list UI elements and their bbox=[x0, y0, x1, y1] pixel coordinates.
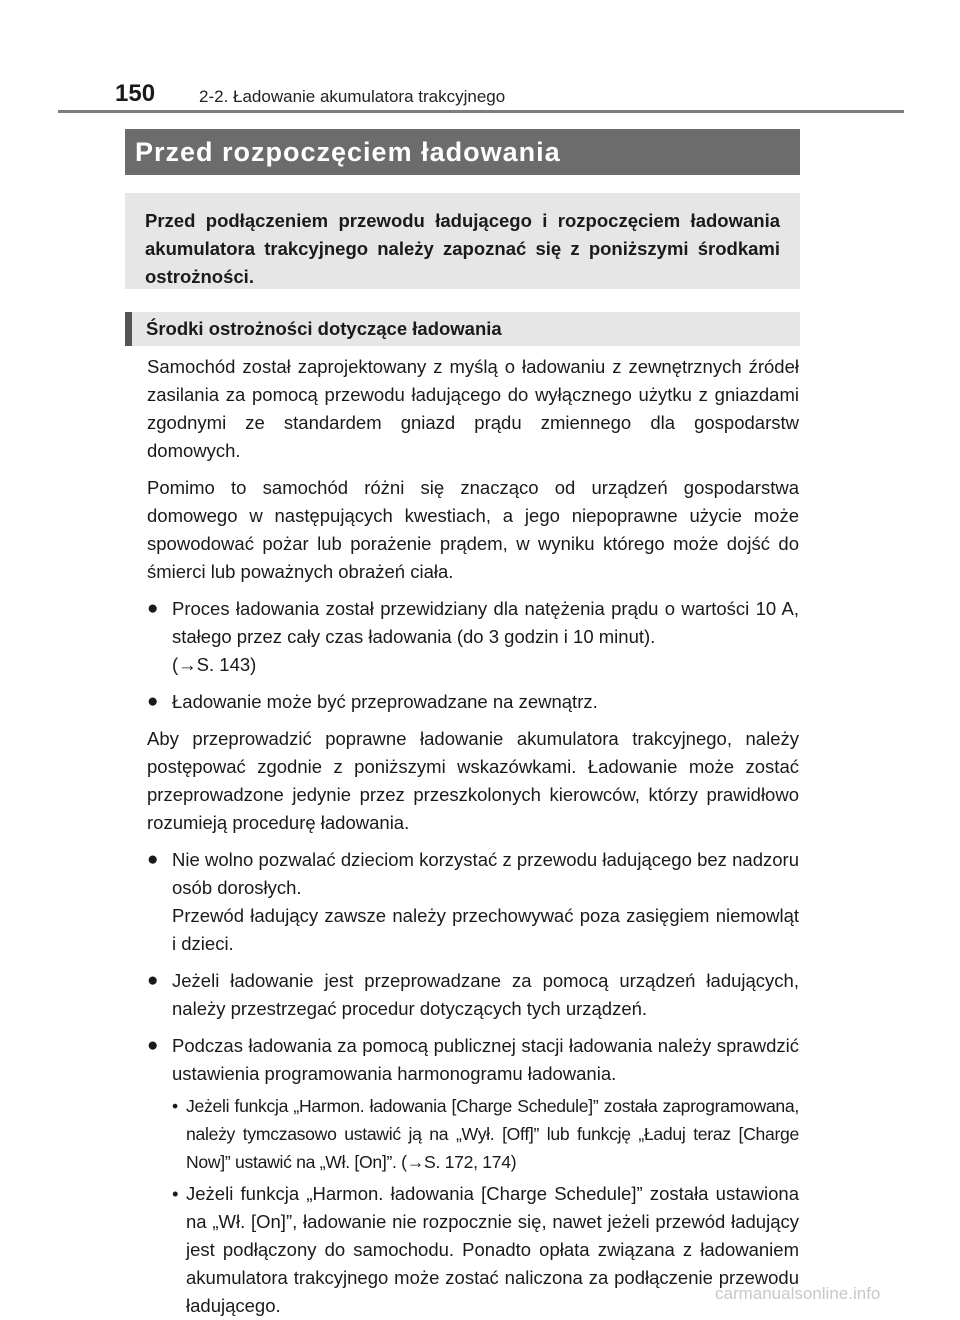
sub-bullet-icon: • bbox=[172, 1096, 178, 1116]
bullet-text: Nie wolno pozwalać dzieciom korzystać z przewodu ładującego bez nadzoru osób dorosłych. bbox=[172, 849, 799, 898]
bullet-item bbox=[147, 967, 799, 1023]
watermark: carmanualsonline.info bbox=[715, 1284, 881, 1303]
section-heading: Środki ostrożności dotyczące ładowania bbox=[125, 312, 800, 346]
sub-bullet-item bbox=[147, 1180, 799, 1320]
page-title: Przed rozpoczęciem ładowania bbox=[125, 129, 800, 175]
bullet-continuation: Przewód ładujący zawsze należy przechowywać poza zasięgiem niemowląt i dzieci. bbox=[172, 905, 799, 954]
paragraph-3: Aby przeprowadzić poprawne ładowanie akumulatora trakcyjnego, należy postępować zgodnie z poniższymi wskazówkami. Ładowanie może zostać przeprowadzone jedynie przez przeszkolonych kierowców, którzy prawidłowo rozumieją procedurę ładowania. bbox=[147, 728, 799, 833]
bullet-icon: ● bbox=[147, 970, 159, 991]
body-content bbox=[147, 353, 799, 1320]
bullet-text: Ładowanie może być przeprowadzane na zewnątrz. bbox=[172, 691, 598, 712]
bullet-icon: ● bbox=[147, 691, 159, 712]
bullet-item bbox=[147, 595, 799, 679]
page-number: 150 bbox=[115, 80, 156, 107]
sub-bullet-icon: • bbox=[172, 1183, 179, 1204]
intro-box bbox=[125, 193, 800, 289]
paragraph-1: Samochód został zaprojektowany z myślą o ładowaniu z zewnętrznych źródeł zasilania za pomocą przewodu ładującego do wyłącznego użytku z gniazdami zgodnymi ze standardem gniazd prądu zmiennego dla gospodarstw domowych. bbox=[147, 356, 799, 461]
sub-bullet-text: Jeżeli funkcja „Harmon. ładowania [Charge Schedule]” została zaprogramowana, należy tymczasowo ustawić ją na „Wył. [Off]” lub funkcję „Ładuj teraz [Charge Now]” ustawić na „Wł. [On]”. (→S. 172, 174) bbox=[186, 1096, 799, 1172]
intro-text: Przed podłączeniem przewodu ładującego i rozpoczęciem ładowania akumulatora trakcyjnego należy zapoznać się z poniższymi środkami ostrożności. bbox=[145, 210, 780, 287]
bullet-item bbox=[147, 846, 799, 958]
bullet-icon: ● bbox=[147, 1035, 159, 1056]
bullet-text: Proces ładowania został przewidziany dla natężenia prądu o wartości 10 A, stałego przez cały czas ładowania (do 3 godzin i 10 minut). bbox=[172, 598, 799, 647]
header-divider bbox=[58, 110, 904, 113]
page-header bbox=[115, 78, 905, 114]
sub-bullet-item bbox=[147, 1092, 799, 1176]
bullet-item bbox=[147, 688, 799, 716]
paragraph-2: Pomimo to samochód różni się znacząco od urządzeń gospodarstwa domowego w następujących kwestiach, a jego niepoprawne użycie może spowodować pożar lub porażenie prądem, w wyniku którego może dojść do śmierci lub poważnych obrażeń ciała. bbox=[147, 477, 799, 582]
bullet-text: Podczas ładowania za pomocą publicznej stacji ładowania należy sprawdzić ustawienia programowania harmonogramu ładowania. bbox=[172, 1035, 799, 1084]
chapter-title: 2-2. Ładowanie akumulatora trakcyjnego bbox=[199, 87, 506, 106]
bullet-icon: ● bbox=[147, 598, 159, 619]
page-reference: (→S. 143) bbox=[172, 654, 257, 675]
bullet-item bbox=[147, 1032, 799, 1088]
bullet-text: Jeżeli ładowanie jest przeprowadzane za pomocą urządzeń ładujących, należy przestrzegać procedur dotyczących tych urządzeń. bbox=[172, 970, 799, 1019]
sub-bullet-text: Jeżeli funkcja „Harmon. ładowania [Charge Schedule]” została ustawiona na „Wł. [On]”, ładowanie nie rozpocznie się, nawet jeżeli przewód ładujący jest podłączony do samochodu. Ponadto opłata związana z ładowaniem akumulatora trakcyjnego może zostać naliczona za podłączenie przewodu ładującego. bbox=[186, 1183, 799, 1316]
bullet-icon: ● bbox=[147, 849, 159, 870]
